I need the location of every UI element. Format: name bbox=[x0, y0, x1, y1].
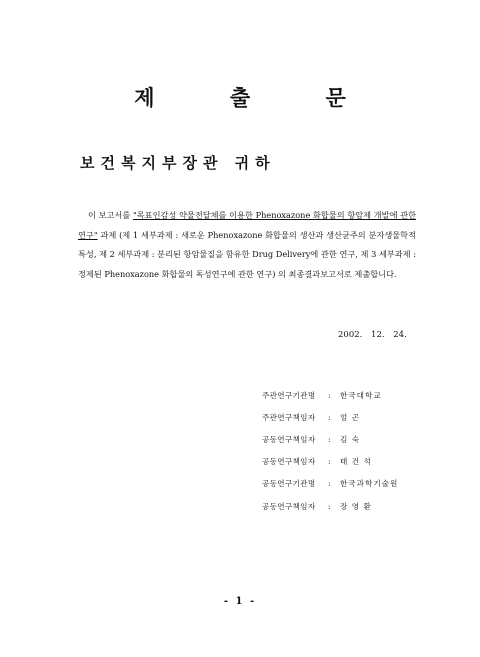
signatory-name: 한국과학기술원 bbox=[340, 479, 399, 489]
signatory-row bbox=[262, 495, 398, 517]
signatory-role: 주관연구책임자 bbox=[262, 412, 316, 422]
colon-separator: : bbox=[328, 390, 331, 400]
signatory-row bbox=[262, 473, 398, 495]
paragraph-lead: 이 보고서를 bbox=[88, 210, 131, 220]
signatory-row bbox=[262, 384, 398, 406]
signatory-name: 장 영 환 bbox=[340, 501, 372, 511]
signatory-name: 태 건 석 bbox=[340, 457, 372, 467]
colon-separator: : bbox=[328, 412, 331, 422]
signatory-table bbox=[262, 384, 398, 517]
colon-separator: : bbox=[328, 457, 331, 467]
signatory-name: 엄 곤 bbox=[340, 412, 361, 422]
signatory-name: 김 숙 bbox=[340, 434, 361, 444]
signatory-role: 공동연구책임자 bbox=[262, 457, 316, 467]
paragraph-rest: 과제 (제 1 세부과제 : 새로운 Phenoxazone 화합물의 생산과 생산균주의 분자생물학적 특성, 제 2 세부과제 : 분리된 항암물질을 함유한 Drug Delivery에 관한 연구, 제 3 세부과제 : 정제된 Phenoxazone 화합물의 독성연구에 관한 연구) 의 최종결과보고서로 제출합니다. bbox=[78, 229, 416, 279]
document-title: 제 출 문 bbox=[134, 85, 380, 110]
project-title: "목표인감성 약물전달체를 이용한 Phenoxazone 화합물의 항암제 개발에 관한 연구" bbox=[78, 210, 417, 240]
signatory-role: 공동연구책임자 bbox=[262, 434, 316, 444]
signatory-name: 한국대학교 bbox=[340, 390, 382, 400]
signatory-role: 주관연구기관명 bbox=[262, 390, 316, 400]
signatory-row bbox=[262, 406, 398, 428]
addressee-line: 보건복지부장관 귀하 bbox=[80, 154, 276, 172]
colon-separator: : bbox=[328, 501, 331, 511]
colon-separator: : bbox=[328, 479, 331, 489]
signatory-row bbox=[262, 451, 398, 473]
submission-paragraph bbox=[78, 206, 416, 284]
signatory-role: 공동연구책임자 bbox=[262, 501, 316, 511]
submission-date: 2002. 12. 24. bbox=[338, 330, 407, 340]
signatory-role: 공동연구기관명 bbox=[262, 479, 316, 489]
page-number: - 1 - bbox=[223, 596, 257, 607]
colon-separator: : bbox=[328, 434, 331, 444]
signatory-row bbox=[262, 428, 398, 450]
